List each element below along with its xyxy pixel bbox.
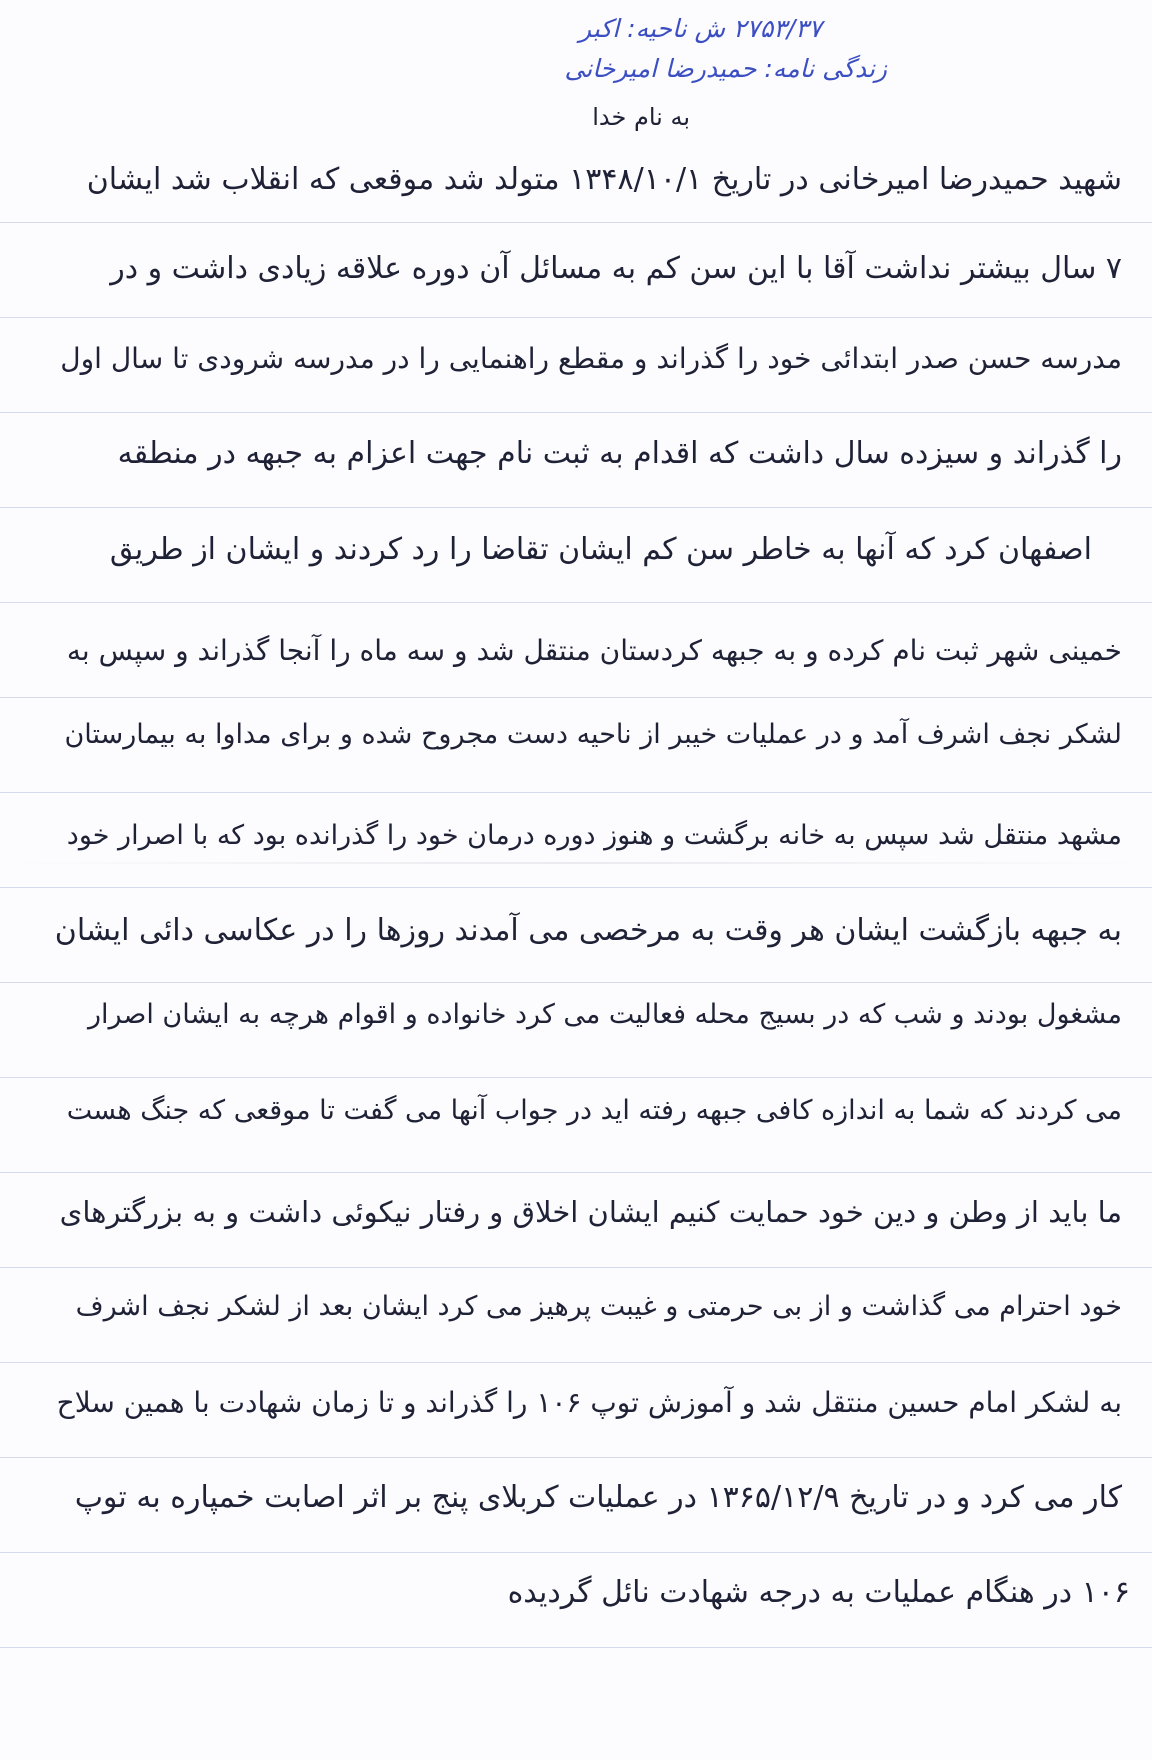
body-line: ما باید از وطن و دین خود حمایت کنیم ایشان اخلاق و رفتار نیکوئی داشت و به بزرگترهای [59, 1195, 1122, 1229]
body-line: مشغول بودند و شب که در بسیج محله فعالیت می کرد خانواده و اقوام هرچه به ایشان اصرار [87, 999, 1122, 1030]
body-line-final: ۱۰۶ در هنگام عملیات به درجه شهادت نائل گردیده [507, 1575, 1130, 1610]
body-line: به جبهه بازگشت ایشان هر وقت به مرخصی می آمدند روزها را در عکاسی دائی ایشان [54, 913, 1122, 948]
header-biography-subject: زندگی نامه: حمیدرضا امیرخانی [564, 54, 887, 83]
body-line: اصفهان کرد که آنها به خاطر سن کم ایشان تقاضا را رد کردند و ایشان از طریق [109, 532, 1092, 567]
paper-fold-crease [0, 862, 1152, 864]
body-line: را گذراند و سیزده سال داشت که اقدام به ثبت نام جهت اعزام به جبهه در منطقه [117, 436, 1122, 471]
body-line: مشهد منتقل شد سپس به خانه برگشت و هنوز دوره درمان خود را گذرانده بود که با اصرار خود [66, 820, 1122, 851]
body-line: ۷ سال بیشتر نداشت آقا با این سن کم به مسائل آن دوره علاقه زیادی داشت و در [110, 251, 1122, 286]
body-line: می کردند که شما به اندازه کافی جبهه رفته اید در جواب آنها می گفت تا موقعی که جنگ هست [66, 1095, 1122, 1126]
body-line: لشکر نجف اشرف آمد و در عملیات خیبر از ناحیه دست مجروح شده و برای مداوا به بیمارستان [64, 719, 1122, 750]
body-line: مدرسه حسن صدر ابتدائی خود را گذراند و مقطع راهنمایی را در مدرسه شرودی تا سال اول [60, 342, 1122, 375]
header-file-number: ۲۷۵۳/۳۷ ش ناحیه: اکبر [579, 14, 822, 43]
body-line: خود احترام می گذاشت و از بی حرمتی و غیبت پرهیز می کرد ایشان بعد از لشکر نجف اشرف [75, 1291, 1122, 1322]
document-title: به نام خدا [592, 103, 690, 131]
body-line: خمینی شهر ثبت نام کرده و به جبهه کردستان منتقل شد و سه ماه را آنجا گذراند و سپس به [66, 634, 1122, 667]
body-line: کار می کرد و در تاریخ ۱۳۶۵/۱۲/۹ در عملیات کربلای پنج بر اثر اصابت خمپاره به توپ [74, 1480, 1122, 1515]
body-line: شهید حمیدرضا امیرخانی در تاریخ ۱۳۴۸/۱۰/۱ متولد شد موقعی که انقلاب شد ایشان [86, 162, 1122, 197]
body-line: به لشکر امام حسین منتقل شد و آموزش توپ ۱۰۶ را گذراند و تا زمان شهادت با همین سلاح [56, 1386, 1122, 1419]
